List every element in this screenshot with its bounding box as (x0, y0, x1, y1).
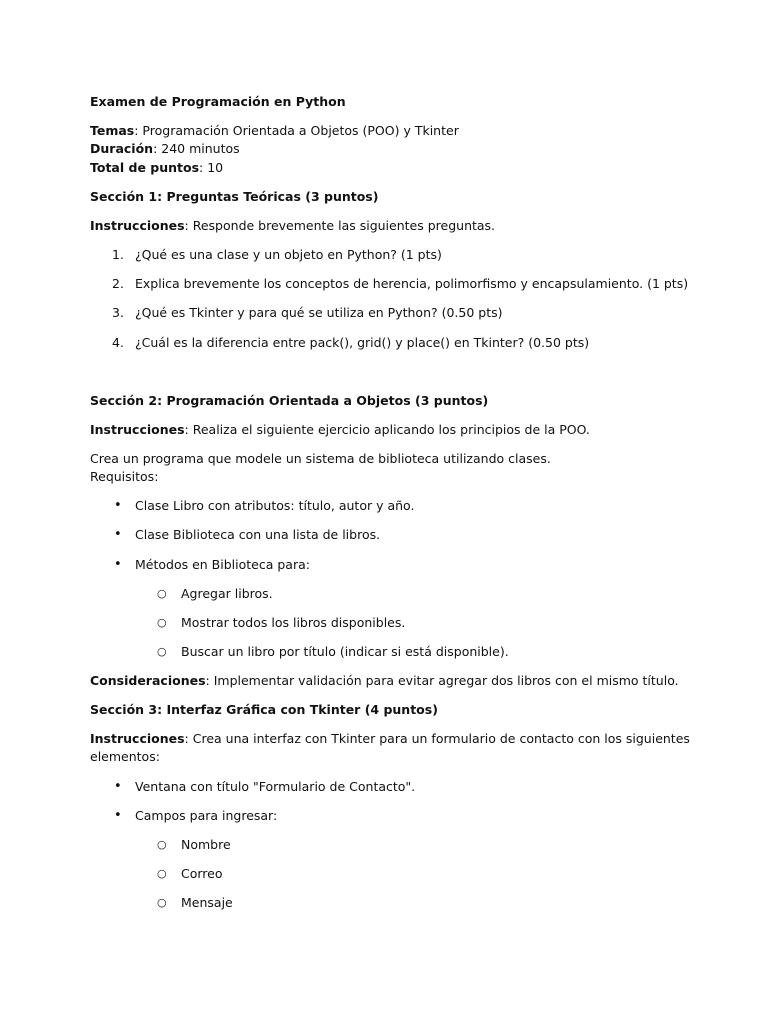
section2-requisitos: Requisitos: (90, 469, 159, 484)
circle-bullet-icon: ○ (157, 616, 167, 629)
section3-heading: Sección 3: Interfaz Gráfica con Tkinter (4 puntos) (90, 702, 438, 717)
list-item: Clase Biblioteca con una lista de libros. (135, 527, 381, 542)
section3-instr-value: : Crea una interfaz con Tkinter para un formulario de contacto con los siguientes (184, 731, 690, 746)
exam-title: Examen de Programación en Python (90, 94, 346, 109)
circle-bullet-icon: ○ (157, 645, 167, 658)
temas-label: Temas (90, 123, 135, 138)
section1-instr-label: Instrucciones (90, 218, 185, 233)
question-text: ¿Cuál es la diferencia entre pack(), grid() y place() en Tkinter? (0.50 pts) (135, 335, 590, 350)
section2-paragraph: Crea un programa que modele un sistema de biblioteca utilizando clases. (90, 451, 551, 466)
meta-total (90, 159, 223, 177)
meta-temas (90, 122, 459, 140)
sub-list-item: Correo (181, 866, 223, 881)
circle-bullet-icon: ○ (157, 896, 167, 909)
question-text: ¿Qué es Tkinter y para qué se utiliza en Python? (0.50 pts) (135, 305, 503, 320)
sub-list-item: Nombre (181, 837, 231, 852)
question-number: 1. (112, 247, 124, 262)
question-number: 2. (112, 276, 124, 291)
total-value: : 10 (199, 160, 224, 175)
question-number: 4. (112, 335, 124, 350)
meta-duracion (90, 140, 240, 158)
list-item: Clase Libro con atributos: título, autor y año. (135, 498, 415, 513)
bullet-icon: • (114, 527, 122, 542)
section2-instr-label: Instrucciones (90, 422, 185, 437)
section2-instructions (90, 421, 590, 439)
duracion-value: : 240 minutos (153, 141, 240, 156)
section3-instr-label: Instrucciones (90, 731, 185, 746)
duracion-label: Duración (90, 141, 154, 156)
total-label: Total de puntos (90, 160, 200, 175)
section2-instr-value: : Realiza el siguiente ejercicio aplicando los principios de la POO. (184, 422, 590, 437)
sub-list-item: Agregar libros. (181, 586, 273, 601)
list-item: Métodos en Biblioteca para: (135, 557, 310, 572)
section1-instr-value: : Responde brevemente las siguientes preguntas. (184, 218, 496, 233)
temas-value: : Programación Orientada a Objetos (POO) y Tkinter (134, 123, 459, 138)
list-item: Ventana con título "Formulario de Contacto". (135, 779, 416, 794)
question-text: ¿Qué es una clase y un objeto en Python? (1 pts) (135, 247, 442, 262)
sub-list-item: Buscar un libro por título (indicar si está disponible). (181, 644, 509, 659)
circle-bullet-icon: ○ (157, 838, 167, 851)
section3-instr-continuation: elementos: (90, 749, 160, 764)
circle-bullet-icon: ○ (157, 587, 167, 600)
sub-list-item: Mostrar todos los libros disponibles. (181, 615, 406, 630)
section3-instructions (90, 730, 690, 748)
bullet-icon: • (114, 557, 122, 572)
question-number: 3. (112, 305, 124, 320)
list-item: Campos para ingresar: (135, 808, 278, 823)
section2-considerations (90, 672, 679, 690)
section1-instructions (90, 217, 495, 235)
bullet-icon: • (114, 808, 122, 823)
bullet-icon: • (114, 779, 122, 794)
section2-heading: Sección 2: Programación Orientada a Objetos (3 puntos) (90, 393, 489, 408)
circle-bullet-icon: ○ (157, 867, 167, 880)
question-text: Explica brevemente los conceptos de herencia, polimorfismo y encapsulamiento. (1 pts) (135, 276, 689, 291)
consid-value: : Implementar validación para evitar agregar dos libros con el mismo título. (205, 673, 679, 688)
bullet-icon: • (114, 498, 122, 513)
section1-heading: Sección 1: Preguntas Teóricas (3 puntos) (90, 189, 379, 204)
consid-label: Consideraciones (90, 673, 206, 688)
sub-list-item: Mensaje (181, 895, 233, 910)
